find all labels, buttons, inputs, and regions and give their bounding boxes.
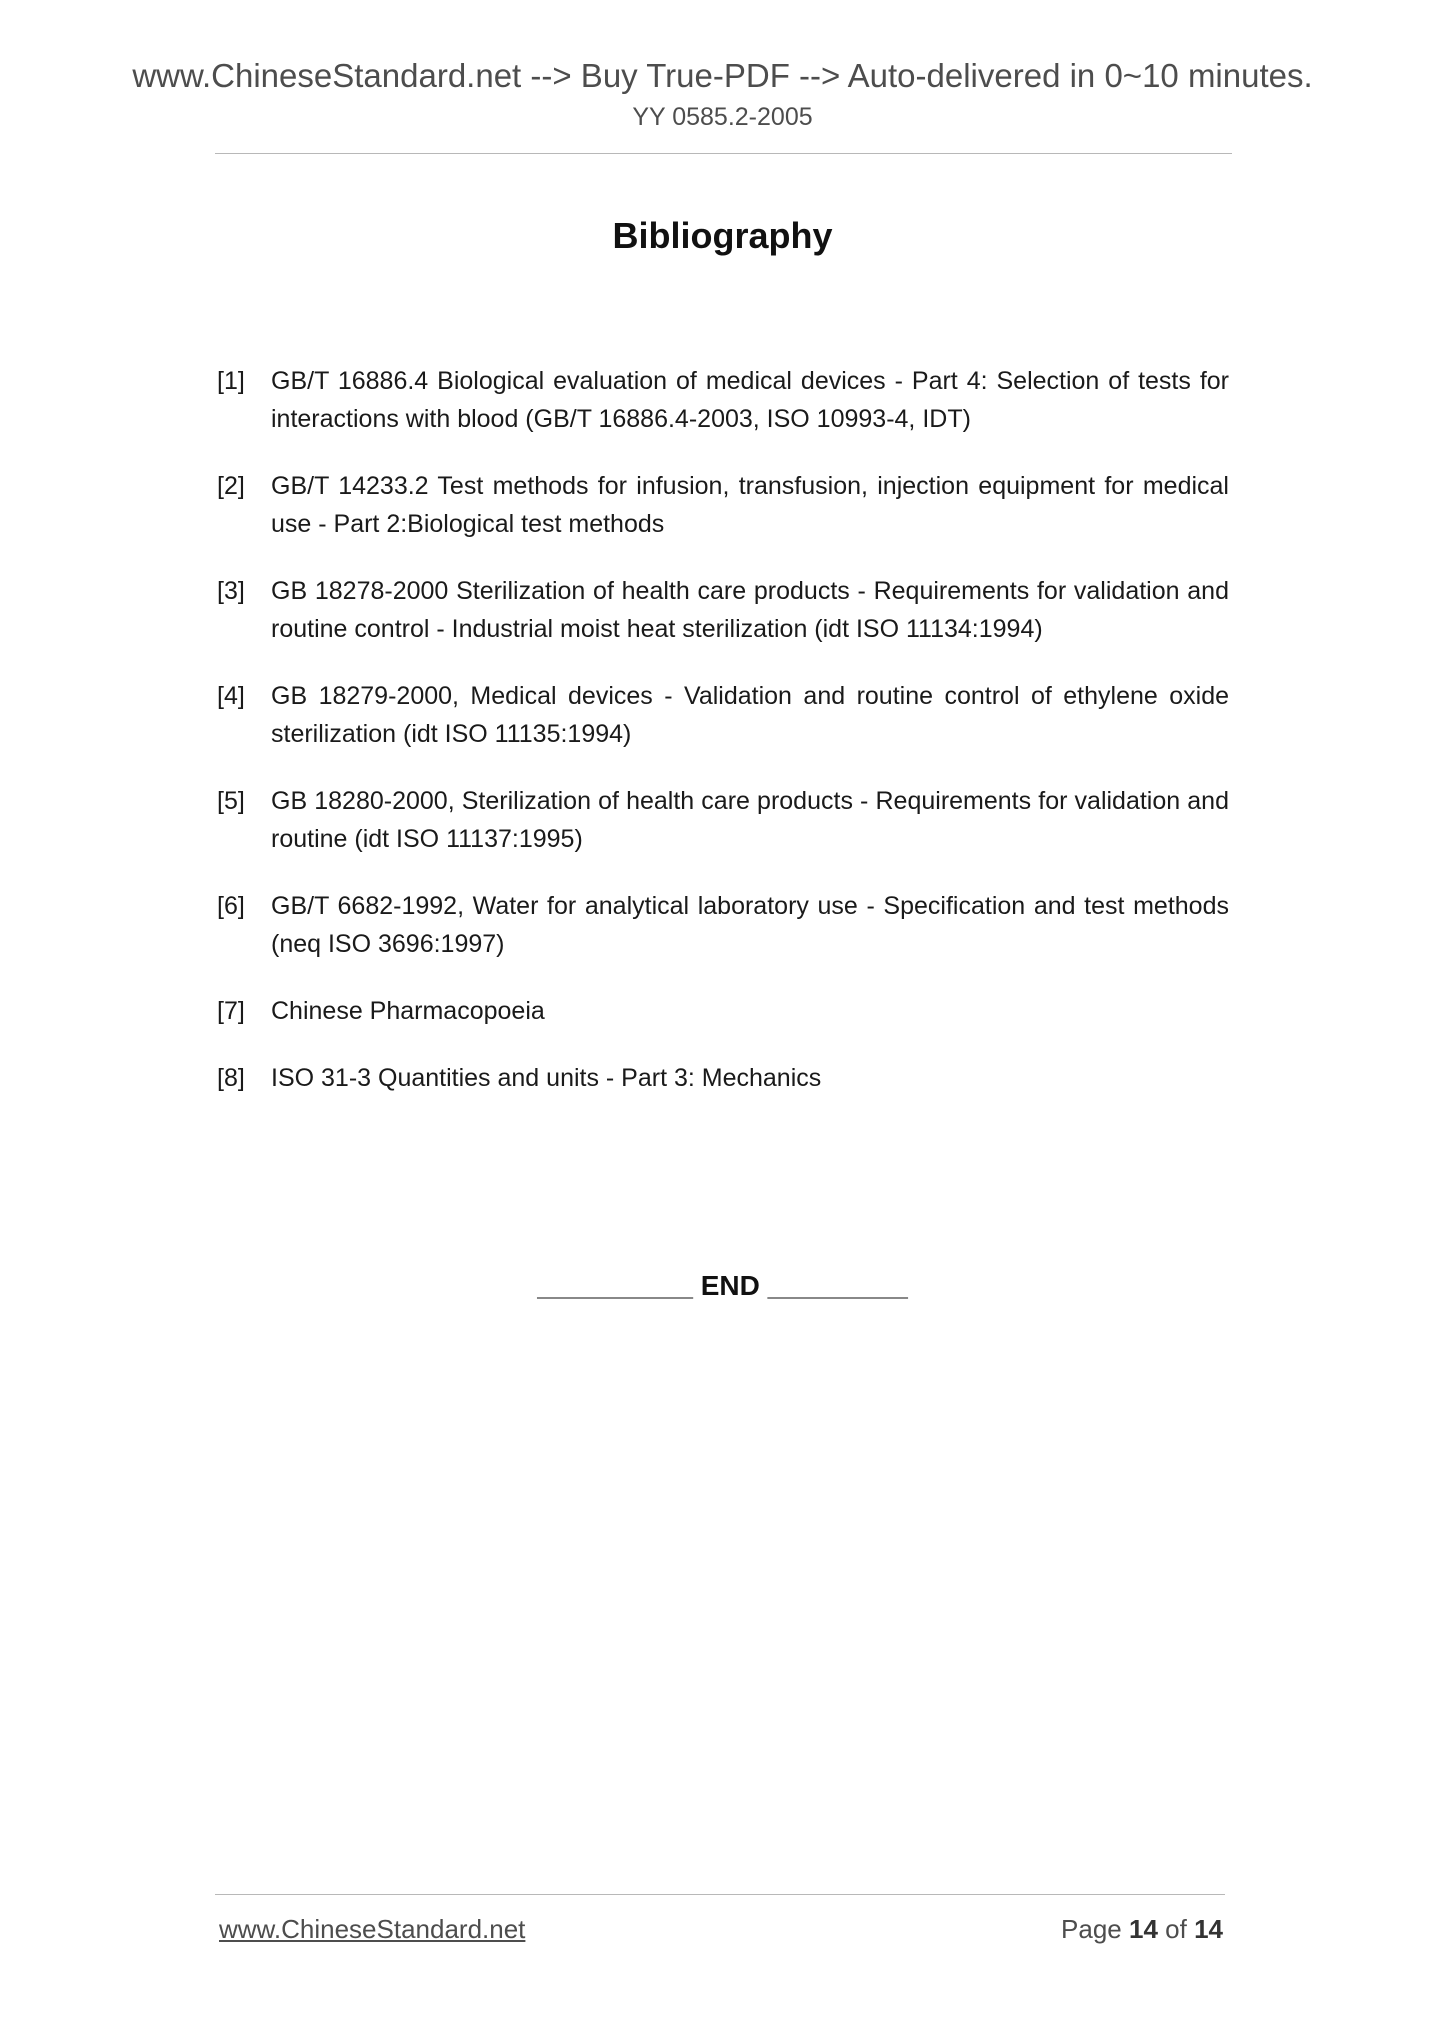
reference-text: GB/T 16886.4 Biological evaluation of medical devices - Part 4: Selection of tests for interactions with blood (GB/T 16886.4-2003, ISO 10993-4, IDT) [271, 367, 1229, 433]
reference-number: [7] [217, 997, 245, 1025]
reference-text: GB 18278-2000 Sterilization of health care products - Requirements for validation and routine control - Industrial moist heat sterilization (idt ISO 11134:1994) [271, 577, 1229, 643]
footer-divider [215, 1894, 1225, 1895]
reference-item [217, 992, 1229, 1030]
reference-item [217, 887, 1229, 963]
reference-number: [6] [217, 892, 245, 920]
reference-number: [2] [217, 472, 245, 500]
reference-text: GB/T 6682-1992, Water for analytical laboratory use - Specification and test methods (neq ISO 3696:1997) [271, 892, 1229, 958]
reference-item [217, 782, 1229, 858]
reference-text: GB 18279-2000, Medical devices - Validation and routine control of ethylene oxide sterilization (idt ISO 11135:1994) [271, 682, 1229, 748]
reference-item [217, 677, 1229, 753]
total-page-number: 14 [1194, 1914, 1223, 1944]
reference-text: GB 18280-2000, Sterilization of health care products - Requirements for validation and routine (idt ISO 11137:1995) [271, 787, 1229, 853]
footer-website-link[interactable]: www.ChineseStandard.net [219, 1914, 526, 1944]
page-title: Bibliography [612, 215, 833, 256]
reference-number: [5] [217, 787, 245, 815]
reference-number: [3] [217, 577, 245, 605]
reference-item [217, 362, 1229, 438]
end-marker: __________ END _________ [537, 1270, 908, 1301]
header-banner: www.ChineseStandard.net --> Buy True-PDF --> Auto-delivered in 0~10 minutes. [132, 57, 1313, 94]
reference-text: GB/T 14233.2 Test methods for infusion, transfusion, injection equipment for medical use - Part 2:Biological test methods [271, 472, 1229, 538]
reference-item [217, 467, 1229, 543]
reference-number: [1] [217, 367, 245, 395]
reference-text: Chinese Pharmacopoeia [271, 997, 545, 1025]
reference-item [217, 1059, 1229, 1097]
reference-number: [8] [217, 1064, 245, 1092]
page-indicator [1061, 1913, 1223, 1945]
current-page-number: 14 [1129, 1914, 1158, 1944]
standard-code: YY 0585.2-2005 [632, 103, 813, 131]
reference-item [217, 572, 1229, 648]
page-word: Page [1061, 1914, 1122, 1944]
reference-list [217, 362, 1229, 1126]
reference-number: [4] [217, 682, 245, 710]
header-divider [215, 153, 1232, 154]
of-word: of [1165, 1914, 1187, 1944]
reference-text: ISO 31-3 Quantities and units - Part 3: Mechanics [271, 1064, 822, 1092]
